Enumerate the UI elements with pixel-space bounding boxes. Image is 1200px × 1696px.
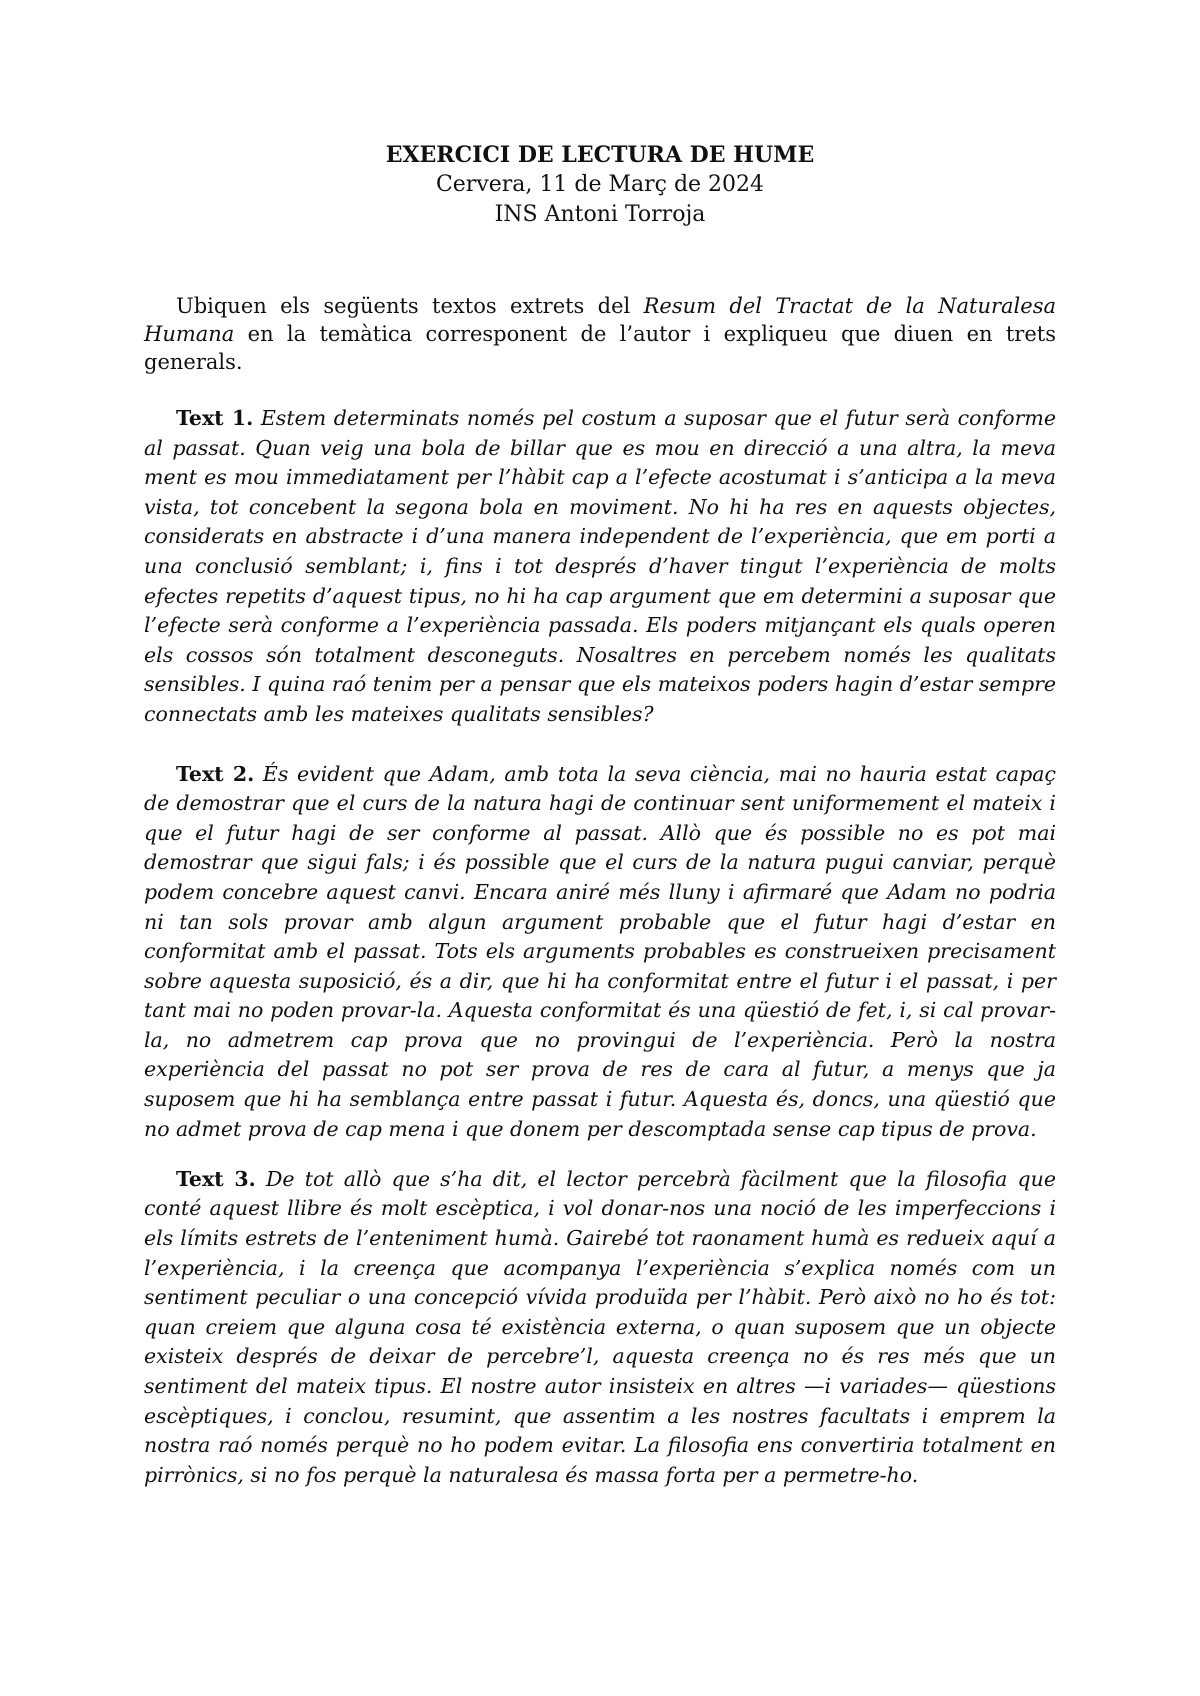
text-1-paragraph [144,404,1056,730]
text-1-label: Text 1. [176,406,254,430]
document-page [144,140,1056,1511]
school-name: INS Antoni Torroja [494,202,706,227]
instructions-text-start: Ubiquen els següents textos extrets del [176,294,644,318]
text-2-label: Text 2. [176,761,255,786]
text-3-body: De tot allò que s’ha dit, el lector percebrà fàcilment que la filosofia que conté aquest llibre és molt escèptica, i vol donar-nos una noció de les imperfeccions i els límits estrets de l’enteniment humà. Gairebé tot raonament humà es redueix aquí a l’experiència, i la creença que acompanya l’experiència s’explica només com un sentiment peculiar o una concepció vívida produïda per l’hàbit. Però això no ho és tot: quan creiem que alguna cosa té existència externa, o quan suposem que un objecte existeix després de deixar de percebre’l, aquesta creença no és res més que un sentiment del mateix tipus. El nostre autor insisteix en altres —i variades— qüestions escèptiques, i conclou, resumint, que assentim a les nostres facultats i emprem la nostra raó només perquè no ho podem evitar. La filosofia ens convertiria totalment en pirrònics, si no fos perquè la naturalesa és massa forta per a permetre-ho. [144,1166,1056,1487]
text-1-body: Estem determinats només pel costum a suposar que el futur serà conforme al passat. Quan veig una bola de billar que es mou en direcció a una altra, la meva ment es mou immediatament per l’hàbit cap a l’efecte acostumat i s’anticipa a la meva vista, tot concebent la segona bola en moviment. No hi ha res en aquests objectes, considerats en abstracte i d’una manera independent de l’experiència, que em porti a una conclusió semblant; i, fins i tot després d’haver tingut l’experiència de molts efectes repetits d’aquest tipus, no hi ha cap argument que em determini a suposar que l’efecte serà conforme a l’experiència passada. Els poders mitjançant els quals operen els cossos són totalment desconeguts. Nosaltres en percebem només les qualitats sensibles. I quina raó tenim per a pensar que els mateixos poders hagin d’estar sempre connectats amb les mateixes qualitats sensibles? [144,406,1056,726]
place-date: Cervera, 11 de Març de 2024 [435,172,765,197]
text-3-label: Text 3. [176,1166,256,1191]
text-2-body: És evident que Adam, amb tota la seva ciència, mai no hauria estat capaç de demostrar que el curs de la natura hagi de continuar sent uniformement el mateix i que el futur hagi de ser conforme al passat. Allò que és possible no es pot mai demostrar que sigui fals; i és possible que el curs de la natura pugui canviar, perquè podem concebre aquest canvi. Encara aniré més lluny i afirmaré que Adam no podria ni tan sols provar amb algun argument probable que el futur hagi d’estar en conformitat amb el passat. Tots els arguments probables es construeixen precisament sobre aquesta suposició, és a dir, que hi ha conformitat entre el futur i el passat, i per tant mai no poden provar-la. Aquesta conformitat és una qüestió de fet, i, si cal provar-la, no admetrem cap prova que no provingui de l’experiència. Però la nostra experiència del passat no pot ser prova de res de cara al futur, a menys que ja suposem que hi ha semblança entre passat i futur. Aquesta és, doncs, una qüestió que no admet prova de cap mena i que donem per descomptada sense cap tipus de prova. [144,761,1056,1141]
instructions-text-end: en la temàtica corresponent de l’autor i expliqueu que diuen en trets generals. [144,322,1056,374]
book-title: Resum del Tractat de la Naturalesa Humana [144,294,1056,346]
text-3-paragraph [144,1165,1056,1491]
document-title: EXERCICI DE LECTURA DE HUME [385,142,815,168]
instructions-paragraph [144,292,1056,376]
document-header [144,140,1056,230]
text-2-paragraph [144,760,1056,1145]
